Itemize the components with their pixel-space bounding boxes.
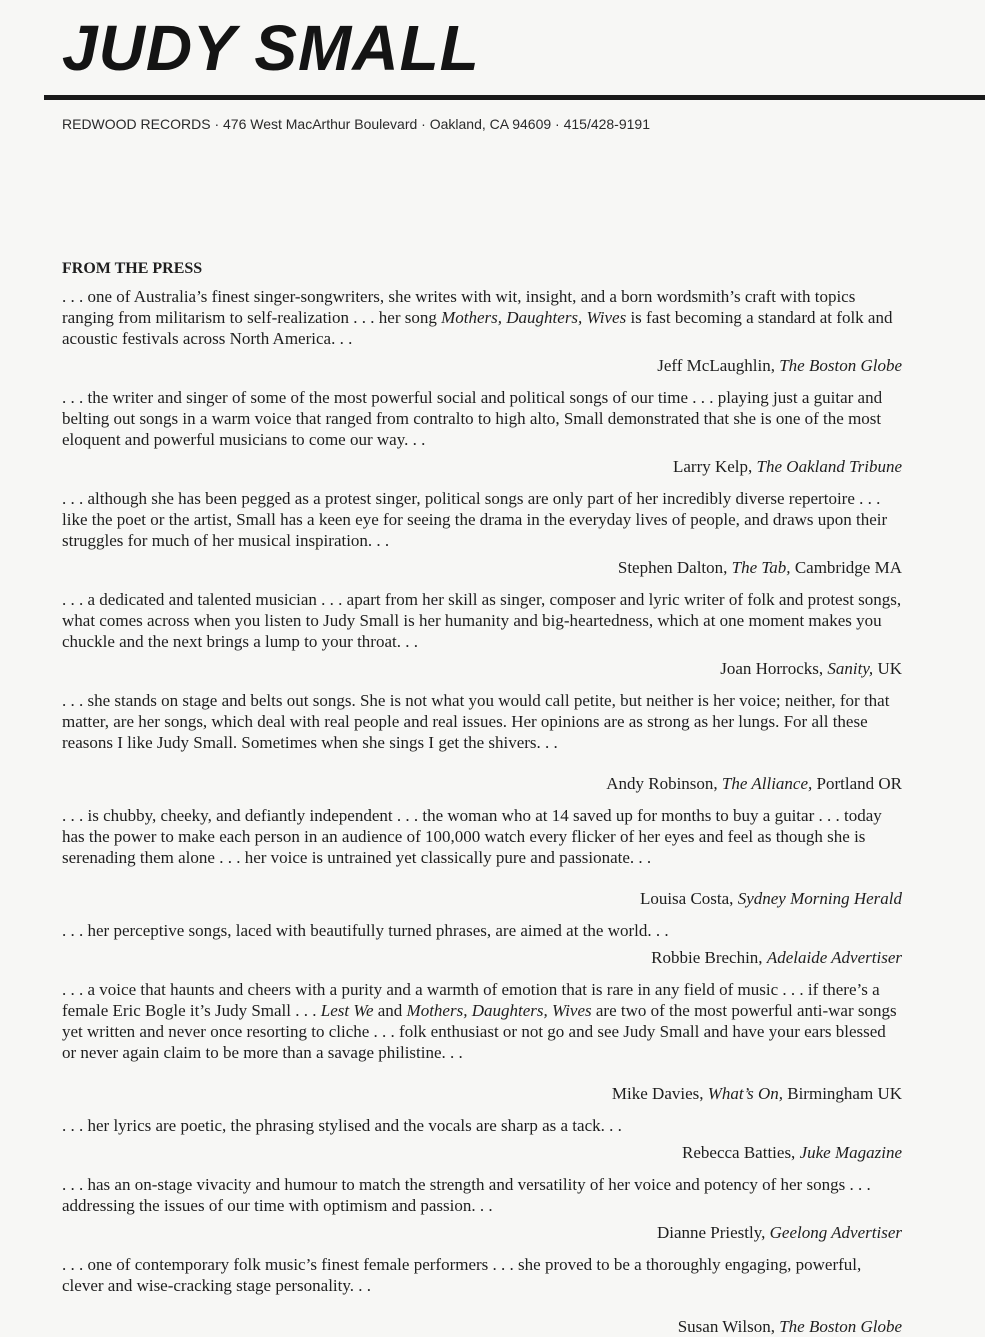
quote-text: . . . one of contemporary folk music’s finest female performers . . . she proved to be a thoroughly engaging, powerful, clever and wise-cracking stage personality. . . [62, 1255, 862, 1295]
press-quote [62, 979, 902, 1104]
quote-author: Stephen Dalton, [617, 558, 732, 577]
quote-author: Mike Davies, [611, 1084, 708, 1103]
press-quote [62, 805, 902, 909]
quote-author: Rebecca Batties, [682, 1143, 800, 1162]
quote-attribution [62, 947, 902, 968]
quote-text: . . . has an on-stage vivacity and humour to match the strength and versatility of her voice and potency of her songs . . . addressing the issues of our time with optimism and passion. . . [62, 1175, 871, 1215]
quote-source: The Tab, [731, 558, 791, 577]
press-quote [62, 690, 902, 794]
press-quote [62, 589, 902, 679]
quote-attribution [62, 1083, 902, 1104]
quote-attribution [62, 658, 902, 679]
quote-author: Robbie Brechin, [651, 948, 767, 967]
press-quote [62, 286, 902, 376]
quote-attribution [62, 1316, 902, 1337]
quote-source: Sanity, [827, 659, 874, 678]
quote-author: Susan Wilson, [677, 1317, 780, 1336]
quote-text: . . . one of Australia’s finest singer-songwriters, she writes with wit, insight, and a born wordsmith’s craft with topics ranging from militarism to self-realization . . . her song Mothers, Daughters, Wives is fast becoming a standard at folk and acoustic festivals across North America. . . [62, 287, 893, 348]
quote-author: Jeff McLaughlin, [657, 356, 780, 375]
quote-location: Birmingham UK [783, 1084, 902, 1103]
quote-attribution [62, 888, 902, 909]
quote-source: The Alliance, [721, 774, 813, 793]
quote-source: The Boston Globe [779, 356, 902, 375]
press-quote [62, 387, 902, 477]
header-rule [44, 95, 985, 100]
quote-attribution [62, 1142, 902, 1163]
quote-text: . . . she stands on stage and belts out songs. She is not what you would call petite, but neither is her voice; neither, for that matter, are her songs, which deal with real people and real issues. Her opinions are as strong as her lungs. For all these reasons I like Judy Small. Sometimes when she sings I get the shivers. . . [62, 691, 890, 752]
press-section [62, 258, 902, 1337]
press-quote [62, 1174, 902, 1243]
quote-text: . . . although she has been pegged as a protest singer, political songs are only part of her incredibly diverse repertoire . . . like the poet or the artist, Small has a keen eye for seeing the drama in the everyday lives of people, and draws upon their struggles for much of her musical inspiration. . . [62, 489, 888, 550]
quote-author: Louisa Costa, [639, 889, 738, 908]
quote-author: Andy Robinson, [606, 774, 722, 793]
page-title: JUDY SMALL [62, 12, 480, 84]
press-quote [62, 1254, 902, 1337]
quote-text: . . . the writer and singer of some of the most powerful social and political songs of our time . . . playing just a guitar and belting out songs in a warm voice that ranged from contralto to high alto, Small demonstrated that she is one of the most eloquent and powerful musicians to come our way. . . [62, 388, 883, 449]
quote-location: Cambridge MA [790, 558, 902, 577]
quote-author: Dianne Priestly, [656, 1223, 770, 1242]
quote-source: The Boston Globe [779, 1317, 902, 1336]
quote-text: . . . is chubby, cheeky, and defiantly independent . . . the woman who at 14 saved up for months to buy a guitar . . . today has the power to make each person in an audience of 100,000 watch every flicker of her eyes and feel as though she is serenading them alone . . . her voice is untrained yet classically pure and passionate. . . [62, 806, 882, 867]
label-address: REDWOOD RECORDS · 476 West MacArthur Boulevard · Oakland, CA 94609 · 415/428-9191 [62, 116, 650, 132]
quote-source: Geelong Advertiser [769, 1223, 902, 1242]
quote-attribution [62, 355, 902, 376]
press-quote [62, 1115, 902, 1163]
quote-list [62, 286, 902, 1337]
press-quote [62, 488, 902, 578]
quote-source: The Oakland Tribune [756, 457, 902, 476]
quote-source: Adelaide Advertiser [766, 948, 902, 967]
quote-source: Juke Magazine [799, 1143, 902, 1162]
quote-author: Joan Horrocks, [720, 659, 828, 678]
quote-source: Sydney Morning Herald [737, 889, 902, 908]
quote-attribution [62, 773, 902, 794]
section-heading: FROM THE PRESS [62, 260, 203, 277]
quote-text: . . . her perceptive songs, laced with beautifully turned phrases, are aimed at the world. . . [62, 921, 669, 940]
quote-location: UK [873, 659, 902, 678]
quote-location: Portland OR [812, 774, 902, 793]
quote-attribution [62, 557, 902, 578]
quote-author: Larry Kelp, [672, 457, 757, 476]
quote-source: What’s On, [707, 1084, 783, 1103]
quote-attribution [62, 456, 902, 477]
quote-attribution [62, 1222, 902, 1243]
quote-text: . . . her lyrics are poetic, the phrasing stylised and the vocals are sharp as a tack. . . [62, 1116, 622, 1135]
press-quote [62, 920, 902, 968]
quote-text: . . . a voice that haunts and cheers with a purity and a warmth of emotion that is rare in any field of music . . . if there’s a female Eric Bogle it’s Judy Small . . . Lest We and Mothers, Daughters, Wives are two of the most powerful anti-war songs yet written and never once resorting to cliche . . . folk enthusiast or not go and see Judy Small and have your ears blessed or never again claim to be more than a savage philistine. . . [62, 980, 897, 1062]
quote-text: . . . a dedicated and talented musician . . . apart from her skill as singer, composer and lyric writer of folk and protest songs, what comes across when you listen to Judy Small is her humanity and big-heartedness, which at one moment makes you chuckle and the next brings a lump to your throat. . . [62, 590, 902, 651]
